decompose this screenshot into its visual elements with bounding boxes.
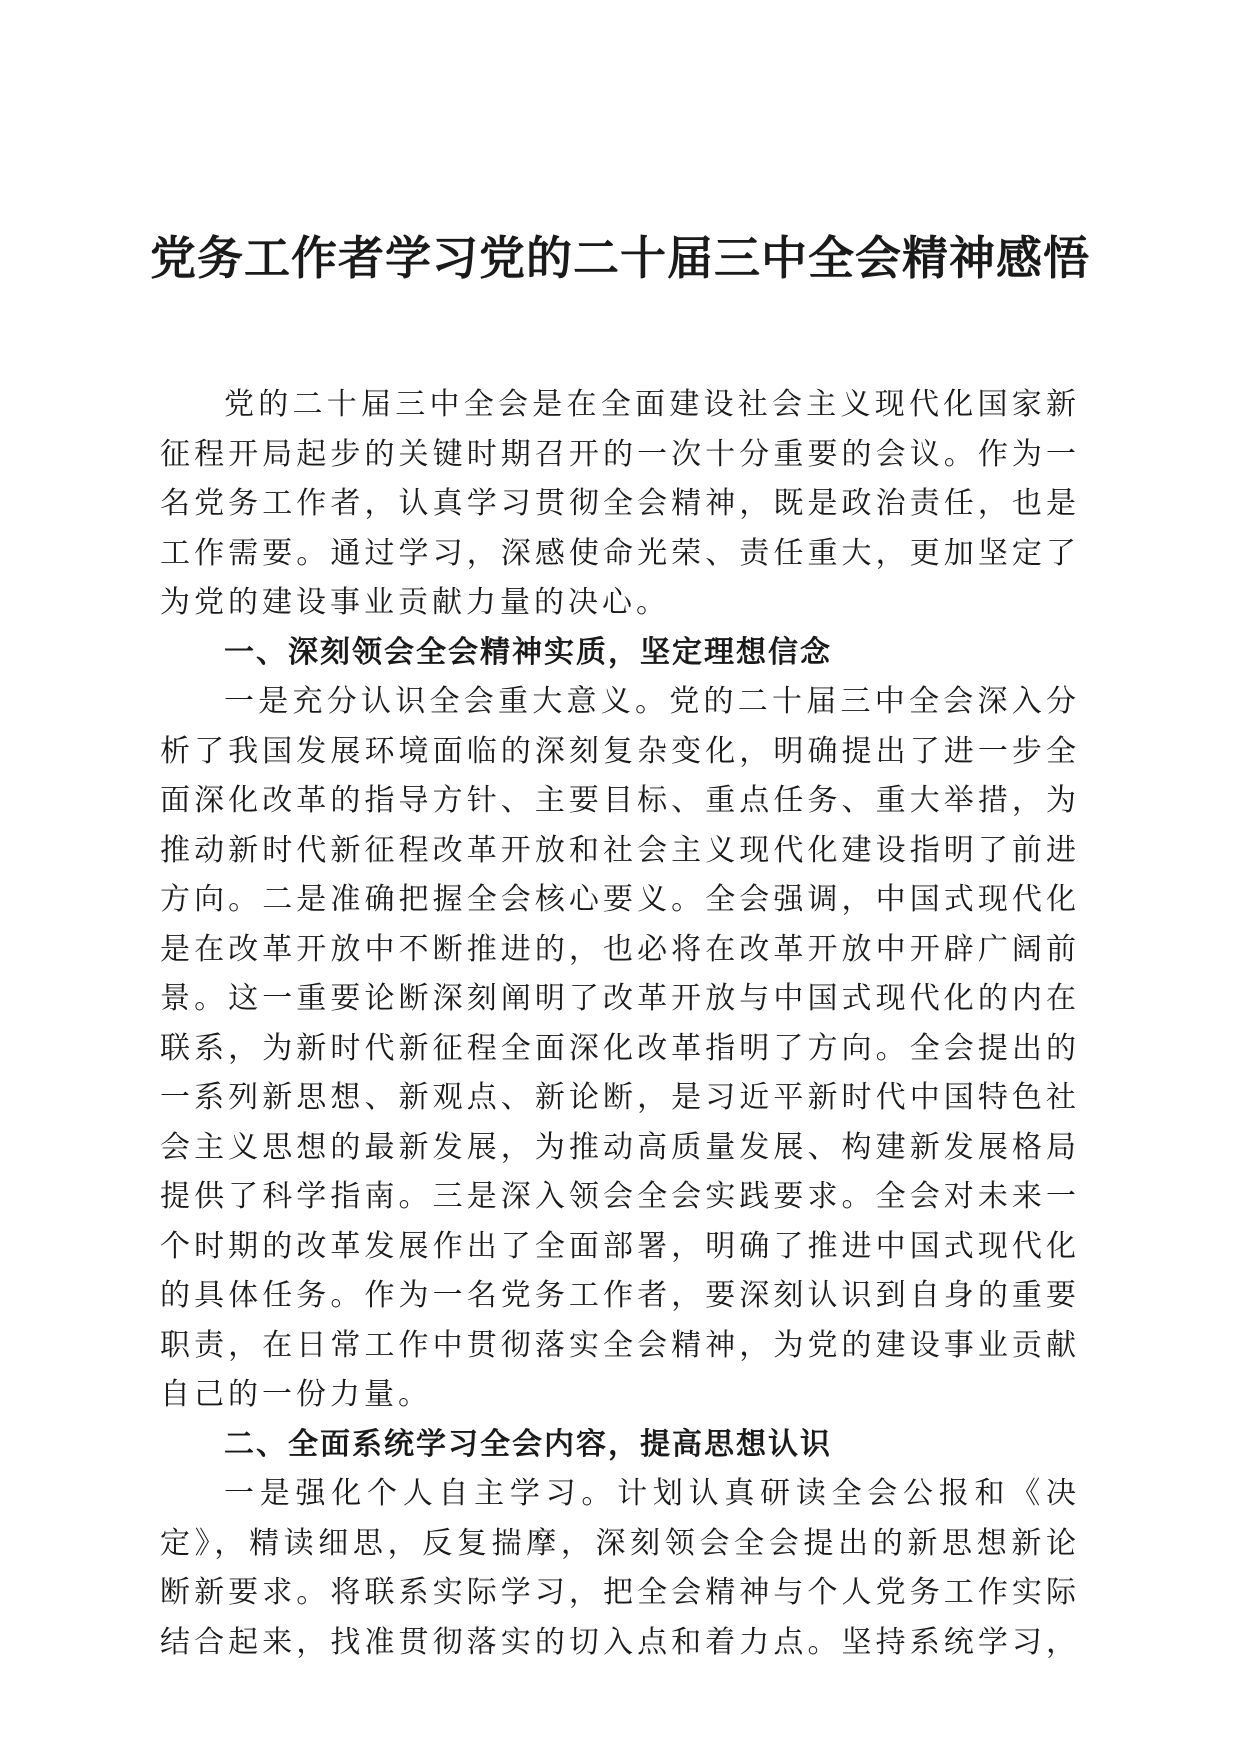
paragraph-line: 方向。二是准确把握全会核心要义。全会强调，中国式现代化 <box>160 882 1080 917</box>
paragraph-line: 职责，在日常工作中贯彻落实全会精神，为党的建设事业贡献 <box>160 1327 1080 1363</box>
paragraph-line: 是在改革开放中不断推进的，也必将在改革开放中开辟广阔前 <box>160 931 1080 967</box>
paragraph-line: 结合起来，找准贯彻落实的切入点和着力点。坚持系统学习， <box>160 1624 1080 1660</box>
paragraph-line: 景。这一重要论断深刻阐明了改革开放与中国式现代化的内在 <box>160 981 1080 1016</box>
paragraph-line: 推动新时代新征程改革开放和社会主义现代化建设指明了前进 <box>160 832 1080 868</box>
paragraph-line: 联系，为新时代新征程全面深化改革指明了方向。全会提出的 <box>160 1030 1080 1066</box>
paragraph-line: 的具体任务。作为一名党务工作者，要深刻认识到自身的重要 <box>160 1278 1080 1313</box>
paragraph-line: 面深化改革的指导方针、主要目标、重点任务、重大举措，为 <box>160 783 1080 818</box>
paragraph-line: 定》，精读细思，反复揣摩，深刻领会全会提出的新思想新论 <box>160 1525 1080 1561</box>
paragraph-line: 一系列新思想、新观点、新论断，是习近平新时代中国特色社 <box>160 1080 1080 1115</box>
paragraph-line: 自己的一份力量。 <box>160 1377 432 1412</box>
document-title: 党务工作者学习党的二十届三中全会精神感悟 <box>150 231 1090 285</box>
section-heading: 一、深刻领会全会精神实质，坚定理想信念 <box>224 634 832 670</box>
paragraph-line: 征程开局起步的关键时期召开的一次十分重要的会议。作为一 <box>160 436 1080 472</box>
section-heading: 二、全面系统学习全会内容，提高思想认识 <box>224 1426 832 1462</box>
paragraph-line: 个时期的改革发展作出了全面部署，明确了推进中国式现代化 <box>160 1228 1080 1264</box>
paragraph-line: 名党务工作者，认真学习贯彻全会精神，既是政治责任，也是 <box>160 486 1080 521</box>
paragraph-line: 提供了科学指南。三是深入领会全会实践要求。全会对未来一 <box>160 1179 1080 1214</box>
paragraph-line: 党的二十届三中全会是在全面建设社会主义现代化国家新 <box>224 387 1080 422</box>
document-body <box>160 380 1080 1667</box>
paragraph-line: 一是充分认识全会重大意义。党的二十届三中全会深入分 <box>224 684 1080 719</box>
paragraph-line: 析了我国发展环境面临的深刻复杂变化，明确提出了进一步全 <box>160 733 1080 769</box>
paragraph-line: 工作需要。通过学习，深感使命光荣、责任重大，更加坚定了 <box>160 535 1080 571</box>
paragraph-line: 断新要求。将联系实际学习，把全会精神与个人党务工作实际 <box>160 1575 1080 1610</box>
paragraph-line: 一是强化个人自主学习。计划认真研读全会公报和《决 <box>224 1476 1080 1511</box>
paragraph-line: 会主义思想的最新发展，为推动高质量发展、构建新发展格局 <box>160 1129 1080 1165</box>
paragraph-line: 为党的建设事业贡献力量的决心。 <box>160 585 670 620</box>
